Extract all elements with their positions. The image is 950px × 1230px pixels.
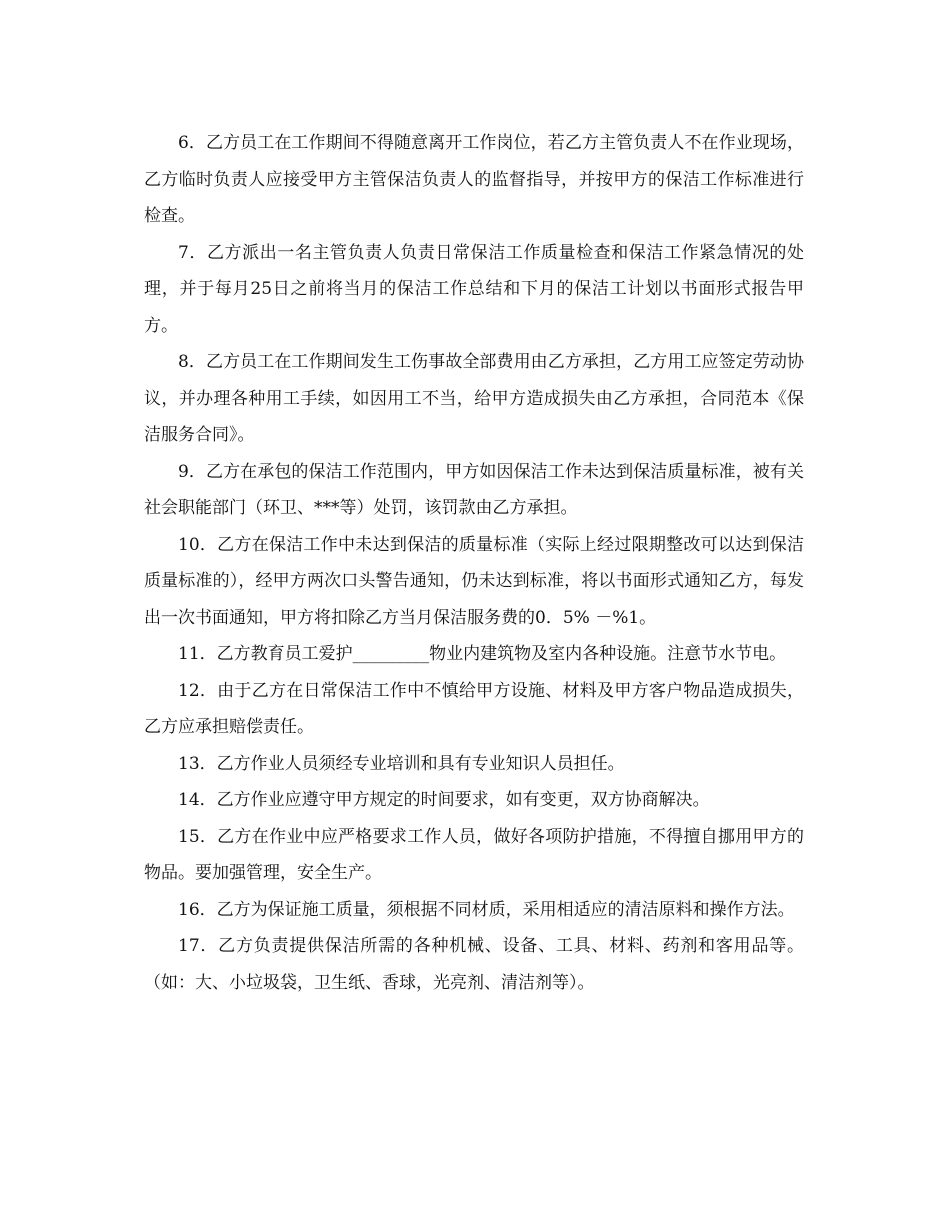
clause-11: 11．乙方教育员工爱护_________物业内建筑物及室内各种设施。注意节水节电。 bbox=[178, 644, 787, 664]
clause-16: 16．乙方为保证施工质量，须根据不同材质，采用相适应的清洁原料和操作方法。 bbox=[178, 899, 795, 920]
clause-12: 12．由于乙方在日常保洁工作中不慎给甲方设施、材料及甲方客户物品造成损失，乙方应承担赔偿责任。 bbox=[144, 680, 804, 737]
clause-10: 10．乙方在保洁工作中未达到保洁的质量标准（实际上经过限期整改可以达到保洁质量标准的），经甲方两次口头警告通知，仍未达到标准，将以书面形式通知乙方，每发出一次书面通知，甲方将扣除乙方当月保洁服务费的0．5% －%1。 bbox=[144, 534, 804, 628]
clause-9: 9．乙方在承包的保洁工作范围内，甲方如因保洁工作未达到保洁质量标准，被有关社会职能部门（环卫、***等）处罚，该罚款由乙方承担。 bbox=[144, 461, 804, 518]
document-body bbox=[144, 125, 804, 1001]
clause-8: 8．乙方员工在工作期间发生工伤事故全部费用由乙方承担，乙方用工应签定劳动协议，并办理各种用工手续，如因用工不当，给甲方造成损失由乙方承担，合同范本《保洁服务合同》。 bbox=[144, 352, 804, 445]
clause-6: 6．乙方员工在工作期间不得随意离开工作岗位，若乙方主管负责人不在作业现场，乙方临时负责人应接受甲方主管保洁负责人的监督指导，并按甲方的保洁工作标准进行检查。 bbox=[144, 133, 804, 226]
clause-17: 17．乙方负责提供保洁所需的各种机械、设备、工具、材料、药剂和客用品等。（如：大、小垃圾袋，卫生纸、香球，光亮剂、清洁剂等）。 bbox=[144, 936, 804, 993]
clause-7: 7．乙方派出一名主管负责人负责日常保洁工作质量检查和保洁工作紧急情况的处理，并于每月25日之前将当月的保洁工作总结和下月的保洁工计划以书面形式报告甲方。 bbox=[144, 242, 804, 336]
clause-13: 13．乙方作业人员须经专业培训和具有专业知识人员担任。 bbox=[178, 753, 625, 774]
clause-14: 14．乙方作业应遵守甲方规定的时间要求，如有变更，双方协商解决。 bbox=[178, 790, 710, 810]
clause-15: 15．乙方在作业中应严格要求工作人员，做好各项防护措施，不得擅自挪用甲方的物品。要加强管理，安全生产。 bbox=[144, 826, 804, 883]
